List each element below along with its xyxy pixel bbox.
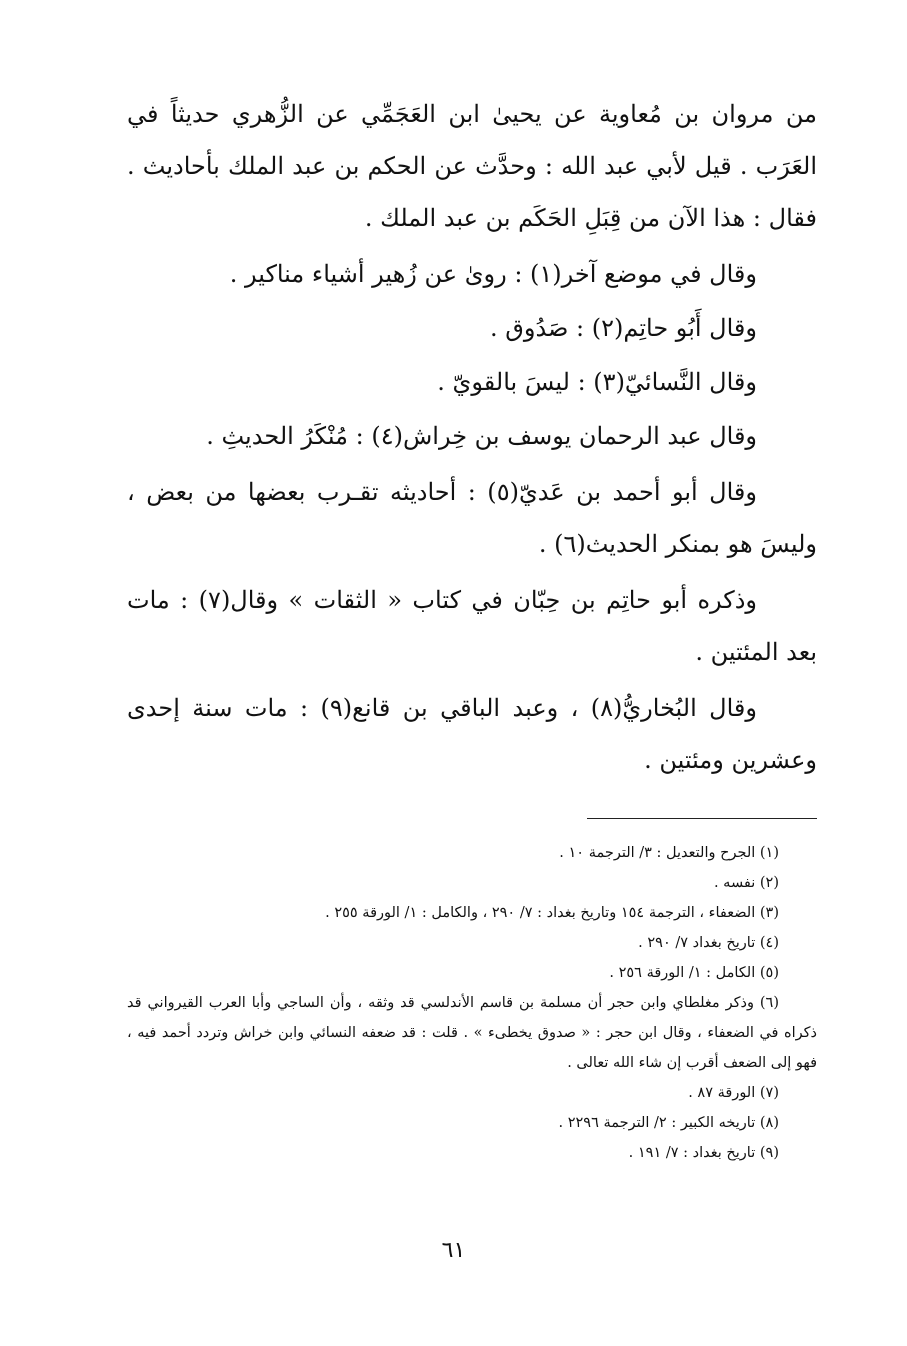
footnote-7: (٧) الورقة ٨٧ . bbox=[688, 1085, 779, 1101]
paragraph-5: وقال عبد الرحمان يوسف بن خِراش(٤) : مُنْكَرُ الحديثِ . bbox=[206, 422, 757, 450]
footnote-1: (١) الجرح والتعديل : ٣/ الترجمة ١٠ . bbox=[559, 845, 779, 861]
paragraph-8: وقال البُخاريُّ(٨) ، وعبد الباقي بن قانع(٩) : مات سنة إحدى وعشرين ومئتين . bbox=[127, 694, 817, 774]
footnote-5: (٥) الكامل : ١/ الورقة ٢٥٦ . bbox=[609, 965, 779, 981]
footnotes bbox=[127, 838, 817, 1168]
footnote-9: (٩) تاريخ بغداد : ٧/ ١٩١ . bbox=[628, 1145, 779, 1161]
footnote-8: (٨) تاريخه الكبير : ٢/ الترجمة ٢٢٩٦ . bbox=[558, 1115, 779, 1131]
paragraph-2: وقال في موضع آخر(١) : روىٰ عن زُهير أشياء مناكير . bbox=[229, 260, 757, 288]
main-text bbox=[127, 88, 817, 790]
paragraph-1: من مروان بن مُعاوية عن يحيىٰ ابن العَجَمِّي عن الزُّهري حديثاً في العَرَب . قيل لأبي عبد الله : وحدَّث عن الحكم بن عبد الملك بأحاديث . فقال : هذا الآن من قِبَلِ الحَكَم بن عبد الملك . bbox=[127, 100, 817, 232]
paragraph-3: وقال أَبُو حاتِم(٢) : صَدُوق . bbox=[489, 314, 757, 342]
footnote-4: (٤) تاريخ بغداد ٧/ ٢٩٠ . bbox=[638, 935, 779, 951]
paragraph-6: وقال أبو أحمد بن عَديّ(٥) : أحاديثه تقـرب بعضها من بعض ، وليسَ هو بمنكر الحديث(٦) . bbox=[127, 478, 817, 558]
paragraph-7: وذكره أبو حاتِم بن حِبّان في كتاب « الثقات » وقال(٧) : مات بعد المئتين . bbox=[127, 586, 817, 666]
footnote-3: (٣) الضعفاء ، الترجمة ١٥٤ وتاريخ بغداد : ٧/ ٢٩٠ ، والكامل : ١/ الورقة ٢٥٥ . bbox=[325, 905, 779, 921]
footnote-6: (٦) وذكر مغلطاي وابن حجر أن مسلمة بن قاسم الأندلسي قد وثقه ، وأن الساجي وأبا العرب القيرواني قد ذكراه في الضعفاء ، وقال ابن حجر : « صدوق يخطىء » . قلت : قد ضعفه النسائي وابن خراش وتردد أحمد فيه ، فهو إلى الضعف أقرب إن شاء الله تعالى . bbox=[127, 995, 817, 1071]
footnote-2: (٢) نفسه . bbox=[713, 875, 779, 891]
page-number: ٦١ bbox=[441, 1238, 466, 1263]
footnote-separator bbox=[587, 818, 817, 819]
paragraph-4: وقال النَّسائيّ(٣) : ليسَ بالقويّ . bbox=[437, 368, 757, 396]
